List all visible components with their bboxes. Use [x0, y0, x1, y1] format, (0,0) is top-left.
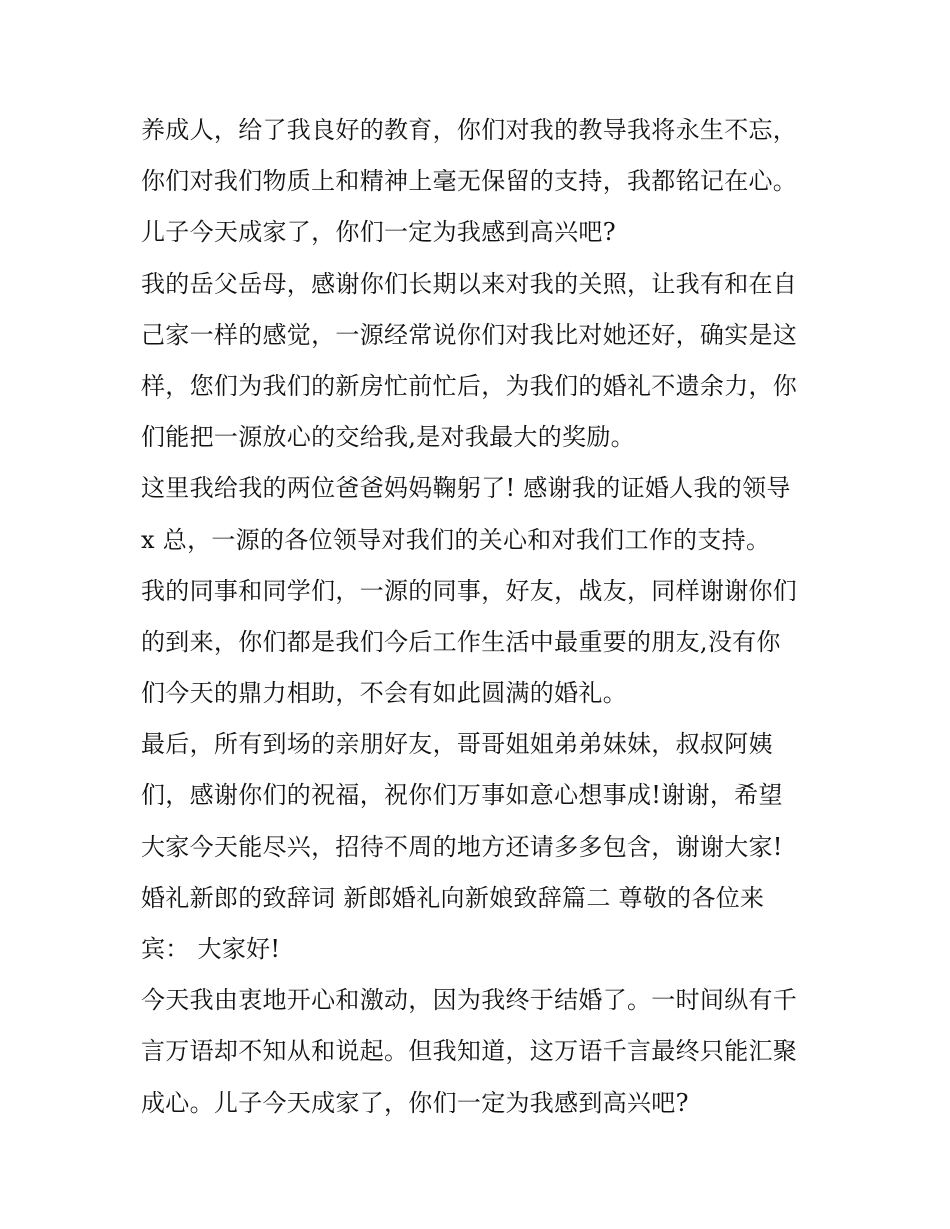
text-line: 宾： 大家好!	[141, 935, 281, 963]
text-line: 己家一样的感觉，一源经常说你们对我比对她还好，确实是这	[141, 320, 798, 349]
text-line: 们今天的鼎力相助，不会有如此圆满的婚礼。	[141, 679, 627, 708]
text-line: 我的岳父岳母，感谢你们长期以来对我的关照，让我有和在自	[141, 269, 798, 298]
text-line: 这里我给我的两位爸爸妈妈鞠躬了! 感谢我的证婚人我的领导	[141, 474, 791, 503]
text-line: 成心。儿子今天成家了，你们一定为我感到高兴吧?	[141, 1088, 689, 1117]
text-line: 大家今天能尽兴，招待不周的地方还请多多包含，谢谢大家!	[141, 832, 783, 861]
text-line: 我的同事和同学们，一源的同事，好友，战友，同样谢谢你们	[141, 576, 798, 605]
text-line: 你们对我们物质上和精神上毫无保留的支持，我都铭记在心。	[141, 167, 798, 196]
text-line: 的到来，你们都是我们今后工作生活中最重要的朋友,没有你	[141, 627, 781, 656]
text-line: 养成人，给了我良好的教育，你们对我的教导我将永生不忘，	[141, 116, 798, 144]
text-line: 样，您们为我们的新房忙前忙后，为我们的婚礼不遗余力，你	[141, 371, 798, 400]
text-line: 言万语却不知从和说起。但我知道，这万语千言最终只能汇聚	[141, 1037, 798, 1066]
text-line: 儿子今天成家了，你们一定为我感到高兴吧?	[141, 218, 616, 247]
text-line: 们，感谢你们的祝福，祝你们万事如意心想事成!谢谢，希望	[141, 781, 783, 810]
text-line: 今天我由衷地开心和激动，因为我终于结婚了。一时间纵有千	[141, 986, 798, 1015]
text-line: 们能把一源放心的交给我,是对我最大的奖励。	[141, 423, 635, 452]
document-body	[141, 105, 821, 1129]
text-line: 婚礼新郎的致辞词 新郎婚礼向新娘致辞篇二 尊敬的各位来	[141, 883, 765, 912]
text-line: x 总，一源的各位领导对我们的关心和对我们工作的支持。	[141, 525, 771, 554]
text-line: 最后，所有到场的亲朋好友，哥哥姐姐弟弟妹妹，叔叔阿姨	[141, 730, 773, 759]
